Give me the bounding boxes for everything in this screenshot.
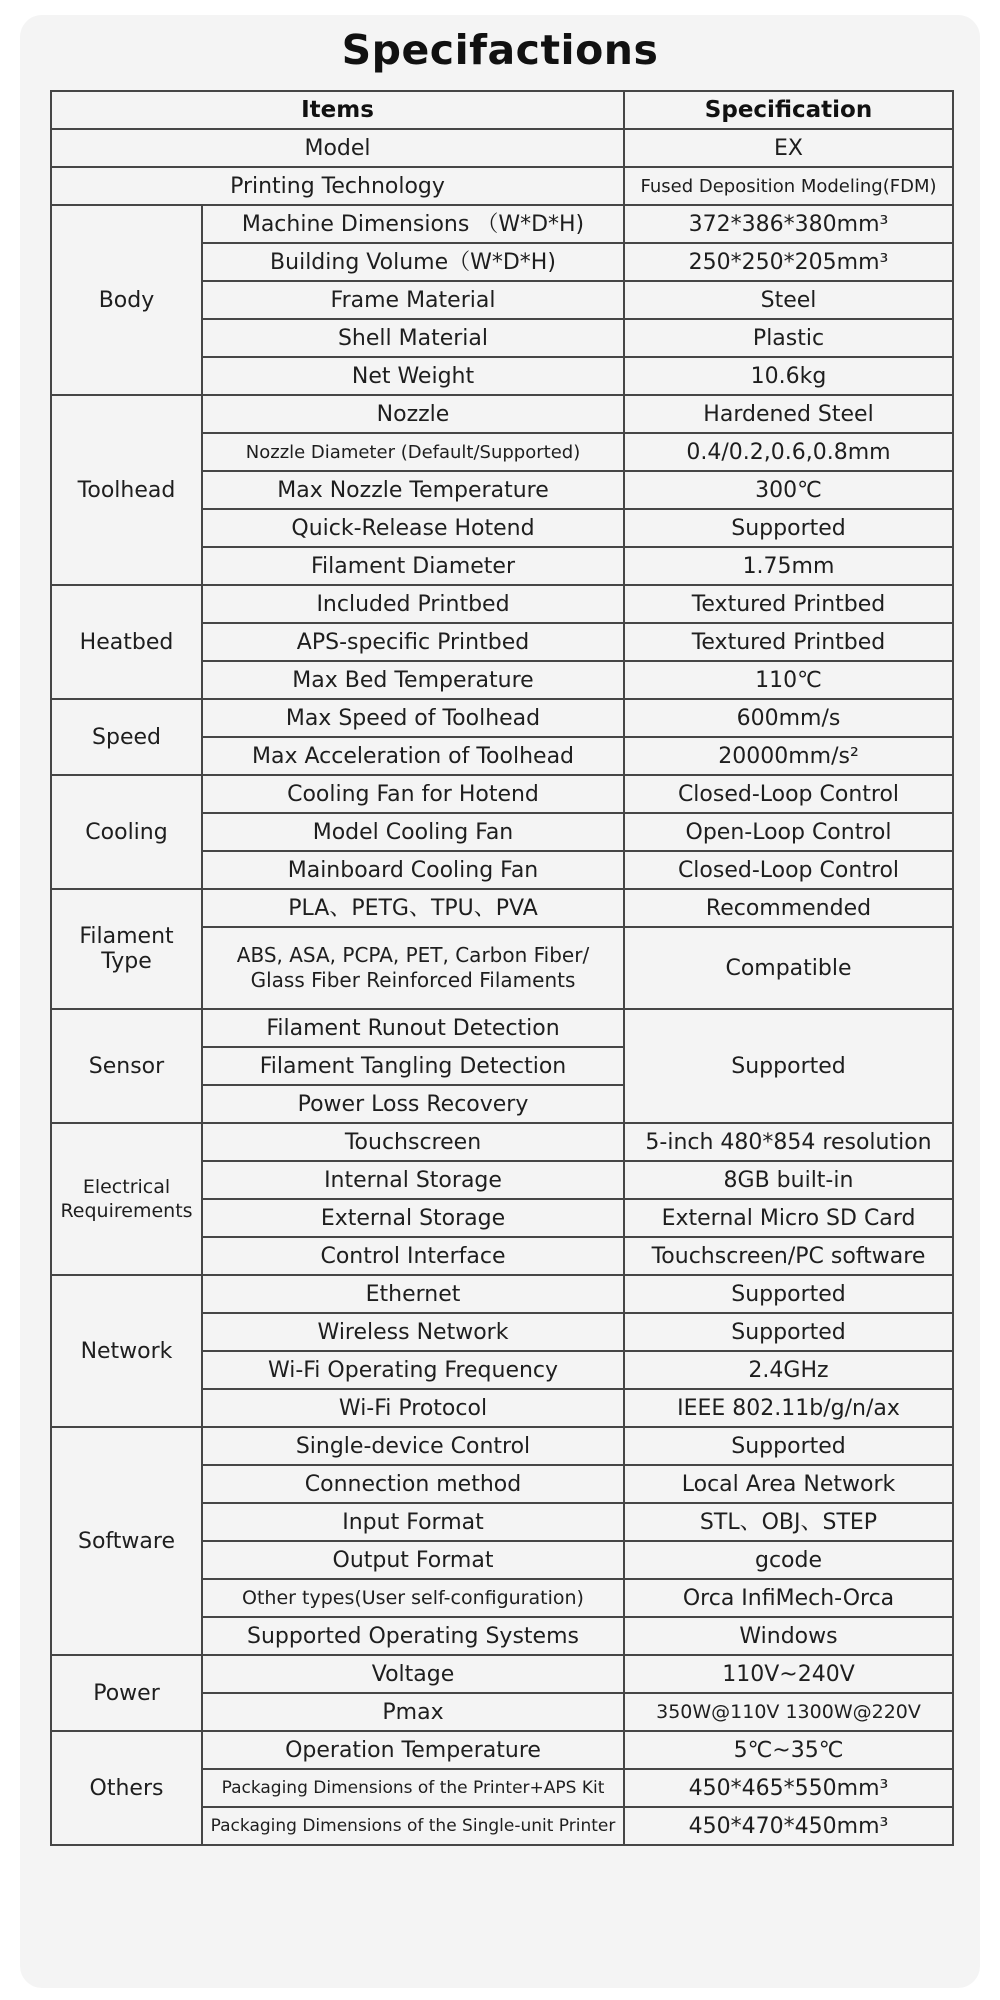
category-network: Network: [51, 1275, 202, 1427]
item-label: Model Cooling Fan: [202, 813, 624, 851]
spec-value: Plastic: [624, 319, 953, 357]
spec-value: 0.4/0.2,0.6,0.8mm: [624, 433, 953, 471]
category-software: Software: [51, 1427, 202, 1655]
category-filament-type: [51, 889, 202, 1009]
item-label: Max Bed Temperature: [202, 661, 624, 699]
spec-value: EX: [624, 129, 953, 167]
item-label: Shell Material: [202, 319, 624, 357]
item-label: PLA、PETG、TPU、PVA: [202, 889, 624, 927]
spec-value: 110℃: [624, 661, 953, 699]
table-row: [51, 1427, 953, 1465]
item-label: Packaging Dimensions of the Printer+APS Kit: [202, 1769, 624, 1807]
item-label: Packaging Dimensions of the Single-unit Printer: [202, 1807, 624, 1845]
table-row: [51, 1009, 953, 1047]
spec-value: 300℃: [624, 471, 953, 509]
item-label: Filament Tangling Detection: [202, 1047, 624, 1085]
table-row: [51, 1275, 953, 1313]
item-label: Supported Operating Systems: [202, 1617, 624, 1655]
item-label: Output Format: [202, 1541, 624, 1579]
spec-value: Compatible: [624, 927, 953, 1009]
category-sensor: Sensor: [51, 1009, 202, 1123]
item-label: Nozzle Diameter (Default/Supported): [202, 433, 624, 471]
item-label: Filament Runout Detection: [202, 1009, 624, 1047]
table-row: [51, 775, 953, 813]
item-label: Filament Diameter: [202, 547, 624, 585]
spec-value: Steel: [624, 281, 953, 319]
item-label: Max Nozzle Temperature: [202, 471, 624, 509]
spec-value: Orca InfiMech-Orca: [624, 1579, 953, 1617]
spec-value: Fused Deposition Modeling(FDM): [624, 167, 953, 205]
table-row: [51, 167, 953, 205]
item-label: Connection method: [202, 1465, 624, 1503]
spec-value: Open-Loop Control: [624, 813, 953, 851]
spec-value: 250*250*205mm³: [624, 243, 953, 281]
header-specification: Specification: [624, 91, 953, 129]
category-label-line: Filament: [79, 924, 174, 949]
table-header-row: [51, 91, 953, 129]
item-label: Wi-Fi Operating Frequency: [202, 1351, 624, 1389]
spec-value: 600mm/s: [624, 699, 953, 737]
item-label: Wireless Network: [202, 1313, 624, 1351]
item-label-line: ABS, ASA, PCPA, PET, Carbon Fiber/: [236, 943, 590, 967]
spec-value: gcode: [624, 1541, 953, 1579]
item-label: Mainboard Cooling Fan: [202, 851, 624, 889]
item-label-line: Glass Fiber Reinforced Filaments: [250, 968, 576, 992]
spec-value: Touchscreen/PC software: [624, 1237, 953, 1275]
table-row: [51, 395, 953, 433]
table-row: [51, 205, 953, 243]
category-speed: Speed: [51, 699, 202, 775]
spec-value: Local Area Network: [624, 1465, 953, 1503]
spec-value: Hardened Steel: [624, 395, 953, 433]
spec-value: Textured Printbed: [624, 623, 953, 661]
header-items: Items: [51, 91, 624, 129]
item-label: External Storage: [202, 1199, 624, 1237]
item-label: Cooling Fan for Hotend: [202, 775, 624, 813]
item-label: Max Speed of Toolhead: [202, 699, 624, 737]
item-label: Building Volume（W*D*H): [202, 243, 624, 281]
spec-value: Closed-Loop Control: [624, 775, 953, 813]
item-label: Printing Technology: [51, 167, 624, 205]
item-label: Quick-Release Hotend: [202, 509, 624, 547]
category-electrical-requirements: [51, 1123, 202, 1275]
item-label: Net Weight: [202, 357, 624, 395]
spec-value: 350W@110V 1300W@220V: [624, 1693, 953, 1731]
spec-value: 8GB built-in: [624, 1161, 953, 1199]
item-label: Nozzle: [202, 395, 624, 433]
spec-value: 372*386*380mm³: [624, 205, 953, 243]
category-label-line: Electrical: [82, 1176, 171, 1198]
item-label: Internal Storage: [202, 1161, 624, 1199]
spec-value: Supported: [624, 509, 953, 547]
category-label-line: Type: [101, 949, 152, 974]
spec-value: 10.6kg: [624, 357, 953, 395]
spec-value: Supported: [624, 1275, 953, 1313]
spec-value: 1.75mm: [624, 547, 953, 585]
item-label: Wi-Fi Protocol: [202, 1389, 624, 1427]
item-label: Frame Material: [202, 281, 624, 319]
spec-value: 5℃~35℃: [624, 1731, 953, 1769]
spec-value: Supported: [624, 1313, 953, 1351]
spec-value: 450*465*550mm³: [624, 1769, 953, 1807]
item-label: Ethernet: [202, 1275, 624, 1313]
spec-value: Supported: [624, 1009, 953, 1123]
category-body: Body: [51, 205, 202, 395]
spec-value: Supported: [624, 1427, 953, 1465]
item-label: Machine Dimensions （W*D*H): [202, 205, 624, 243]
spec-value: 2.4GHz: [624, 1351, 953, 1389]
category-cooling: Cooling: [51, 775, 202, 889]
spec-value: 450*470*450mm³: [624, 1807, 953, 1845]
item-label: Power Loss Recovery: [202, 1085, 624, 1123]
item-label: Other types(User self-configuration): [202, 1579, 624, 1617]
item-label: Single-device Control: [202, 1427, 624, 1465]
table-row: [51, 1123, 953, 1161]
spec-value: 20000mm/s²: [624, 737, 953, 775]
spec-value: IEEE 802.11b/g/n/ax: [624, 1389, 953, 1427]
table-row: [51, 1731, 953, 1769]
category-toolhead: Toolhead: [51, 395, 202, 585]
spec-value: Closed-Loop Control: [624, 851, 953, 889]
spec-value: External Micro SD Card: [624, 1199, 953, 1237]
item-label: Operation Temperature: [202, 1731, 624, 1769]
spec-value: Textured Printbed: [624, 585, 953, 623]
category-power: Power: [51, 1655, 202, 1731]
item-label: [202, 927, 624, 1009]
table-row: [51, 699, 953, 737]
category-heatbed: Heatbed: [51, 585, 202, 699]
item-label: Pmax: [202, 1693, 624, 1731]
spec-value: 110V~240V: [624, 1655, 953, 1693]
page-title: Specifactions: [341, 26, 659, 74]
spec-value: Recommended: [624, 889, 953, 927]
item-label: Included Printbed: [202, 585, 624, 623]
item-label: Input Format: [202, 1503, 624, 1541]
item-label: Max Acceleration of Toolhead: [202, 737, 624, 775]
table-row: [51, 129, 953, 167]
spec-value: Windows: [624, 1617, 953, 1655]
item-label: Model: [51, 129, 624, 167]
spec-value: STL、OBJ、STEP: [624, 1503, 953, 1541]
item-label: Voltage: [202, 1655, 624, 1693]
spec-value: 5-inch 480*854 resolution: [624, 1123, 953, 1161]
table-row: [51, 889, 953, 927]
item-label: Control Interface: [202, 1237, 624, 1275]
table-row: [51, 1655, 953, 1693]
table-row: [51, 585, 953, 623]
category-others: Others: [51, 1731, 202, 1845]
specifications-table: [50, 90, 954, 1846]
category-label-line: Requirements: [60, 1200, 193, 1222]
item-label: Touchscreen: [202, 1123, 624, 1161]
item-label: APS-specific Printbed: [202, 623, 624, 661]
